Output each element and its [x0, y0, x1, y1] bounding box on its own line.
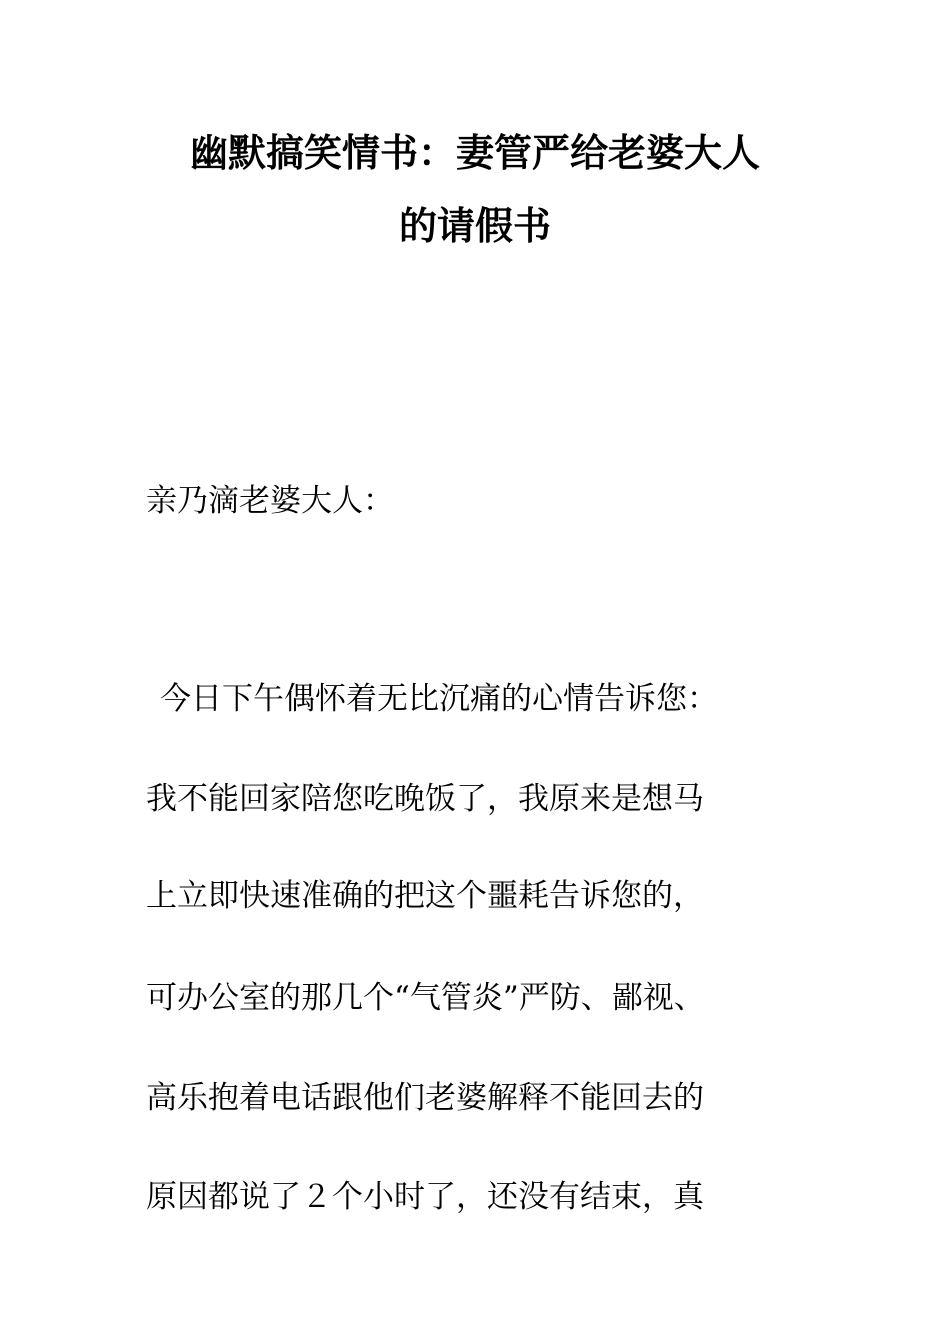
salutation: 亲乃滴老婆大人： — [146, 483, 394, 519]
body-paragraph-line: 我不能回家陪您吃晚饭了，我原来是想马 — [146, 781, 704, 817]
body-paragraph-line: 今日下午偶怀着无比沉痛的心情告诉您： — [160, 681, 718, 717]
body-paragraph-line: 可办公室的那几个“气管炎”严防、鄙视、 — [146, 980, 705, 1016]
body-paragraph-line: 上立即快速准确的把这个噩耗告诉您的， — [146, 878, 704, 914]
body-paragraph-line: 高乐抱着电话跟他们老婆解释不能回去的 — [146, 1080, 704, 1116]
document-title-line-2: 的请假书 — [398, 204, 551, 248]
document-title-line-1: 幽默搞笑情书：妻管严给老婆大人 — [189, 131, 760, 175]
body-paragraph-line: 原因都说了２个小时了，还没有结束，真 — [146, 1179, 704, 1215]
